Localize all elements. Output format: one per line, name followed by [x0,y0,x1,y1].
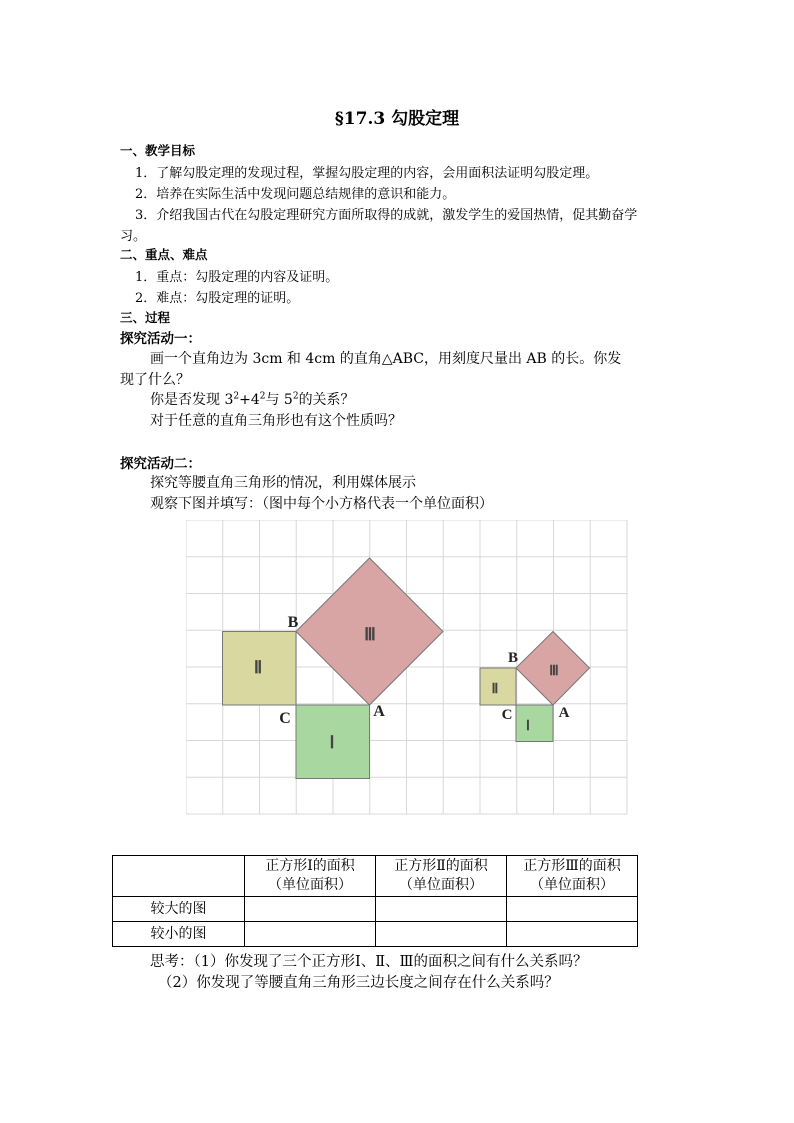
activity1-heading: 探究活动一： [120,331,201,347]
activity1-question: 你是否发现 $3^2+4^2$与 $5^2$的关系？ [150,391,355,408]
think-question-1: 思考：（1）你发现了三个正方形Ⅰ、Ⅱ、Ⅲ的面积之间有什么关系吗？ [150,954,588,970]
small-square-3-label: Ⅲ [549,662,559,678]
think-question-2: （2）你发现了等腰直角三角形三边长度之间存在什么关系吗？ [158,975,559,991]
section-heading-objectives: 一、教学目标 [120,143,196,158]
activity2-heading: 探究活动二： [120,456,201,472]
page-title: §17.3 勾股定理 [334,109,460,129]
key-point-item: 1．重点：勾股定理的内容及证明。 [135,270,339,285]
small-square-2-label: Ⅱ [491,680,499,696]
row-label-cell: 较小的图 [113,922,245,947]
large-square-3-label: Ⅲ [364,625,376,644]
area-table [112,855,638,947]
table-row [113,897,638,922]
square-grid-figure [186,520,628,816]
small-square-1-label: Ⅰ [525,717,531,733]
small-square-1 [516,705,553,742]
table-corner-cell [113,856,245,897]
large-label-B: B [287,614,299,631]
section-heading-process: 三、过程 [120,310,171,325]
activity1-text: 现了什么？ [120,372,190,388]
answer-cell[interactable] [507,922,638,947]
objective-item: 3．介绍我国古代在勾股定理研究方面所取得的成就，激发学生的爱国热情，促其勤奋学 [135,208,638,223]
answer-cell[interactable] [245,922,376,947]
objective-item: 1．了解勾股定理的发现过程，掌握勾股定理的内容，会用面积法证明勾股定理。 [135,166,599,181]
activity1-text: 画一个直角边为 3cm 和 4cm 的直角△ABC，用刻度尺量出 AB 的长。你发 [150,351,622,367]
objective-item-wrap: 习。 [120,229,147,244]
table-row [113,922,638,947]
key-point-item: 2．难点：勾股定理的证明。 [135,291,300,306]
large-square-2-label: Ⅱ [253,658,263,677]
section-heading-key-points: 二、重点、难点 [120,247,208,262]
large-square-1-label: Ⅰ [329,733,335,752]
table-header-row [113,856,638,897]
large-label-C: C [279,710,291,727]
table-header-cell: 正方形Ⅲ的面积 （单位面积） [507,856,638,897]
table-header-cell: 正方形Ⅱ的面积 （单位面积） [376,856,507,897]
objective-item: 2．培养在实际生活中发现问题总结规律的意识和能力。 [135,187,456,202]
answer-cell[interactable] [376,897,507,922]
answer-cell[interactable] [245,897,376,922]
answer-cell[interactable] [507,897,638,922]
row-label-cell: 较大的图 [113,897,245,922]
activity1-text: 对于任意的直角三角形也有这个性质吗？ [150,413,402,429]
small-label-B: B [507,650,519,666]
large-label-A: A [373,703,385,720]
activity2-text: 观察下图并填写：（图中每个小方格代表一个单位面积） [150,496,493,512]
small-label-C: C [501,707,513,723]
table-header-cell: 正方形Ⅰ的面积 （单位面积） [245,856,376,897]
answer-cell[interactable] [376,922,507,947]
activity2-text: 探究等腰直角三角形的情况，利用媒体展示 [150,475,416,491]
small-label-A: A [558,705,570,721]
